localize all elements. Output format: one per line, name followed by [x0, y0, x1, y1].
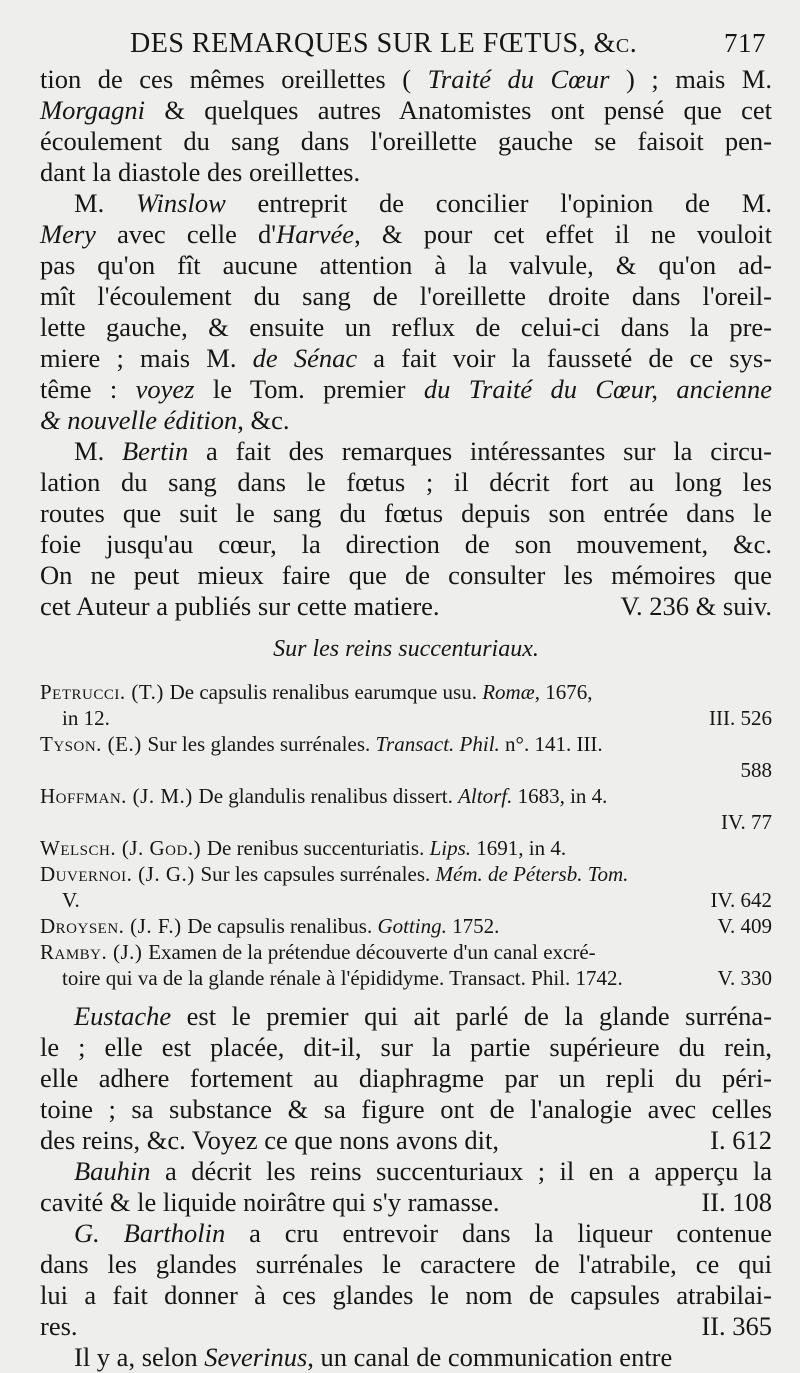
entry-author: Welsch. (J. God.) [40, 836, 207, 860]
bibliography-entry: Petrucci. (T.) De capsulis renalibus earumque usu. Romæ, 1676, in 12. III. 526 [40, 680, 772, 730]
text-line: Morgagni & quelques autres Anatomistes ont pensé que cet [40, 95, 772, 125]
cross-reference: II. 108 [701, 1187, 772, 1217]
entry-author: Hoffman. (J. M.) [40, 784, 199, 808]
text-line: lui a fait donner à ces glandes le nom de capsules atrabilai- [40, 1280, 772, 1310]
text-line: Bauhin a décrit les reins succenturiaux ; il en a apperçu la [74, 1156, 772, 1186]
text-line: elle adhere fortement au diaphragme par un repli du péri- [40, 1063, 772, 1093]
text-line: M. Winslow entreprit de concilier l'opinion de M. [74, 188, 772, 218]
text-line: Il y a, selon Severinus, un canal de communication entre [74, 1342, 673, 1372]
paragraph-6 [40, 1218, 772, 1342]
bibliography-entry: Droysen. (J. F.) De capsulis renalibus. Gotting. 1752. V. 409 [40, 914, 772, 938]
entry-reference: V. 409 [717, 914, 772, 938]
text-line: G. Bartholin a cru entrevoir dans la liqueur contenue [74, 1218, 772, 1248]
bibliography-list [40, 679, 772, 991]
text-line: lation du sang dans le fœtus ; il décrit fort au long les [40, 467, 772, 497]
text-line: dans les glandes surrénales le caractere de l'atrabile, ce qui [40, 1249, 772, 1279]
text-line: toine ; sa substance & sa figure ont de l'analogie avec celles [40, 1094, 772, 1124]
text-line-with-ref [40, 1311, 772, 1342]
paragraph-7 [40, 1342, 772, 1373]
paragraph-1 [40, 64, 772, 188]
text-line: miere ; mais M. de Sénac a fait voir la fausseté de ce sys- [40, 343, 772, 373]
text-line-with-ref [40, 591, 772, 622]
bibliography-entry: Duvernoi. (J. G.) Sur les capsules surrénales. Mém. de Pétersb. Tom. V. IV. 642 [40, 862, 772, 912]
text-line-with-ref [40, 1187, 772, 1218]
text-line: pas qu'on fît aucune attention à la valvule, & qu'on ad- [40, 250, 772, 280]
entry-reference: V. 330 [717, 966, 772, 990]
body-text-bottom [40, 1001, 772, 1373]
running-head [130, 28, 766, 60]
text-line: lette gauche, & ensuite un reflux de celui-ci dans la pre- [40, 312, 772, 342]
text-line: M. Bertin a fait des remarques intéressantes sur la circu- [74, 436, 772, 466]
paragraph-2 [40, 188, 772, 436]
entry-reference: 588 [740, 758, 772, 782]
page-number: 717 [724, 28, 766, 58]
text-line: Mery avec celle d'Harvée, & pour cet effet il ne vouloit [40, 219, 772, 249]
entry-reference: IV. 77 [721, 810, 772, 834]
entry-reference: IV. 642 [710, 888, 772, 912]
paragraph-4 [40, 1001, 772, 1156]
paragraph-5 [40, 1156, 772, 1218]
cross-reference: V. 236 & suiv. [620, 591, 772, 621]
line-text: des reins, &c. Voyez ce que nons avons dit, [40, 1125, 500, 1155]
bibliography-entry: Welsch. (J. God.) De renibus succenturiatis. Lips. 1691, in 4. [40, 836, 567, 860]
bibliography-entry: Tyson. (E.) Sur les glandes surrénales. Transact. Phil. n°. 141. III. 588 [40, 732, 772, 782]
section-title: Sur les reins succenturiaux. [273, 636, 539, 662]
text-line: mît l'écoulement du sang de l'oreillette droite dans l'oreil- [40, 281, 772, 311]
line-text: cavité & le liquide noirâtre qui s'y ramasse. [40, 1187, 500, 1217]
paragraph-3 [40, 436, 772, 622]
text-line: dant la diastole des oreillettes. [40, 157, 361, 187]
entry-author: Tyson. (E.) [40, 732, 148, 756]
text-line: routes que suit le sang du fœtus depuis son entrée dans le [40, 498, 772, 528]
text-line: tême : voyez le Tom. premier du Traité du Cœur, ancienne [40, 374, 772, 404]
running-title: DES REMARQUES SUR LE FŒTUS, &c. [130, 28, 638, 59]
text-line: Eustache est le premier qui ait parlé de la glande surréna- [74, 1001, 772, 1031]
text-line: écoulement du sang dans l'oreillette gauche se faisoit pen- [40, 126, 772, 156]
bibliography-entry: Hoffman. (J. M.) De glandulis renalibus dissert. Altorf. 1683, in 4. IV. 77 [40, 784, 772, 834]
entry-reference: III. 526 [709, 706, 772, 730]
entry-author: Petrucci. (T.) [40, 680, 170, 704]
text-line-with-ref [40, 1125, 772, 1156]
line-text: cet Auteur a publiés sur cette matiere. [40, 591, 440, 621]
entry-author: Duvernoi. (J. G.) [40, 862, 201, 886]
entry-author: Ramby. (J.) [40, 940, 149, 964]
text-line: On ne peut mieux faire que de consulter les mémoires que [40, 560, 772, 590]
entry-author: Droysen. (J. F.) [40, 914, 188, 938]
text-line: le ; elle est placée, dit-il, sur la partie supérieure du rein, [40, 1032, 772, 1062]
body-text-top [40, 64, 772, 622]
line-text: res. [40, 1311, 78, 1341]
text-line: & nouvelle édition, &c. [40, 405, 290, 435]
text-line: tion de ces mêmes oreillettes ( Traité du Cœur ) ; mais M. [40, 64, 772, 94]
bibliography-entry: Ramby. (J.) Examen de la prétendue découverte d'un canal excré- toire qui va de la glande rénale à l'épididyme. Transact. Phil. 1742. V. 330 [40, 940, 772, 990]
text-line: foie jusqu'au cœur, la direction de son mouvement, &c. [40, 529, 772, 559]
cross-reference: I. 612 [710, 1125, 772, 1155]
cross-reference: II. 365 [701, 1311, 772, 1341]
